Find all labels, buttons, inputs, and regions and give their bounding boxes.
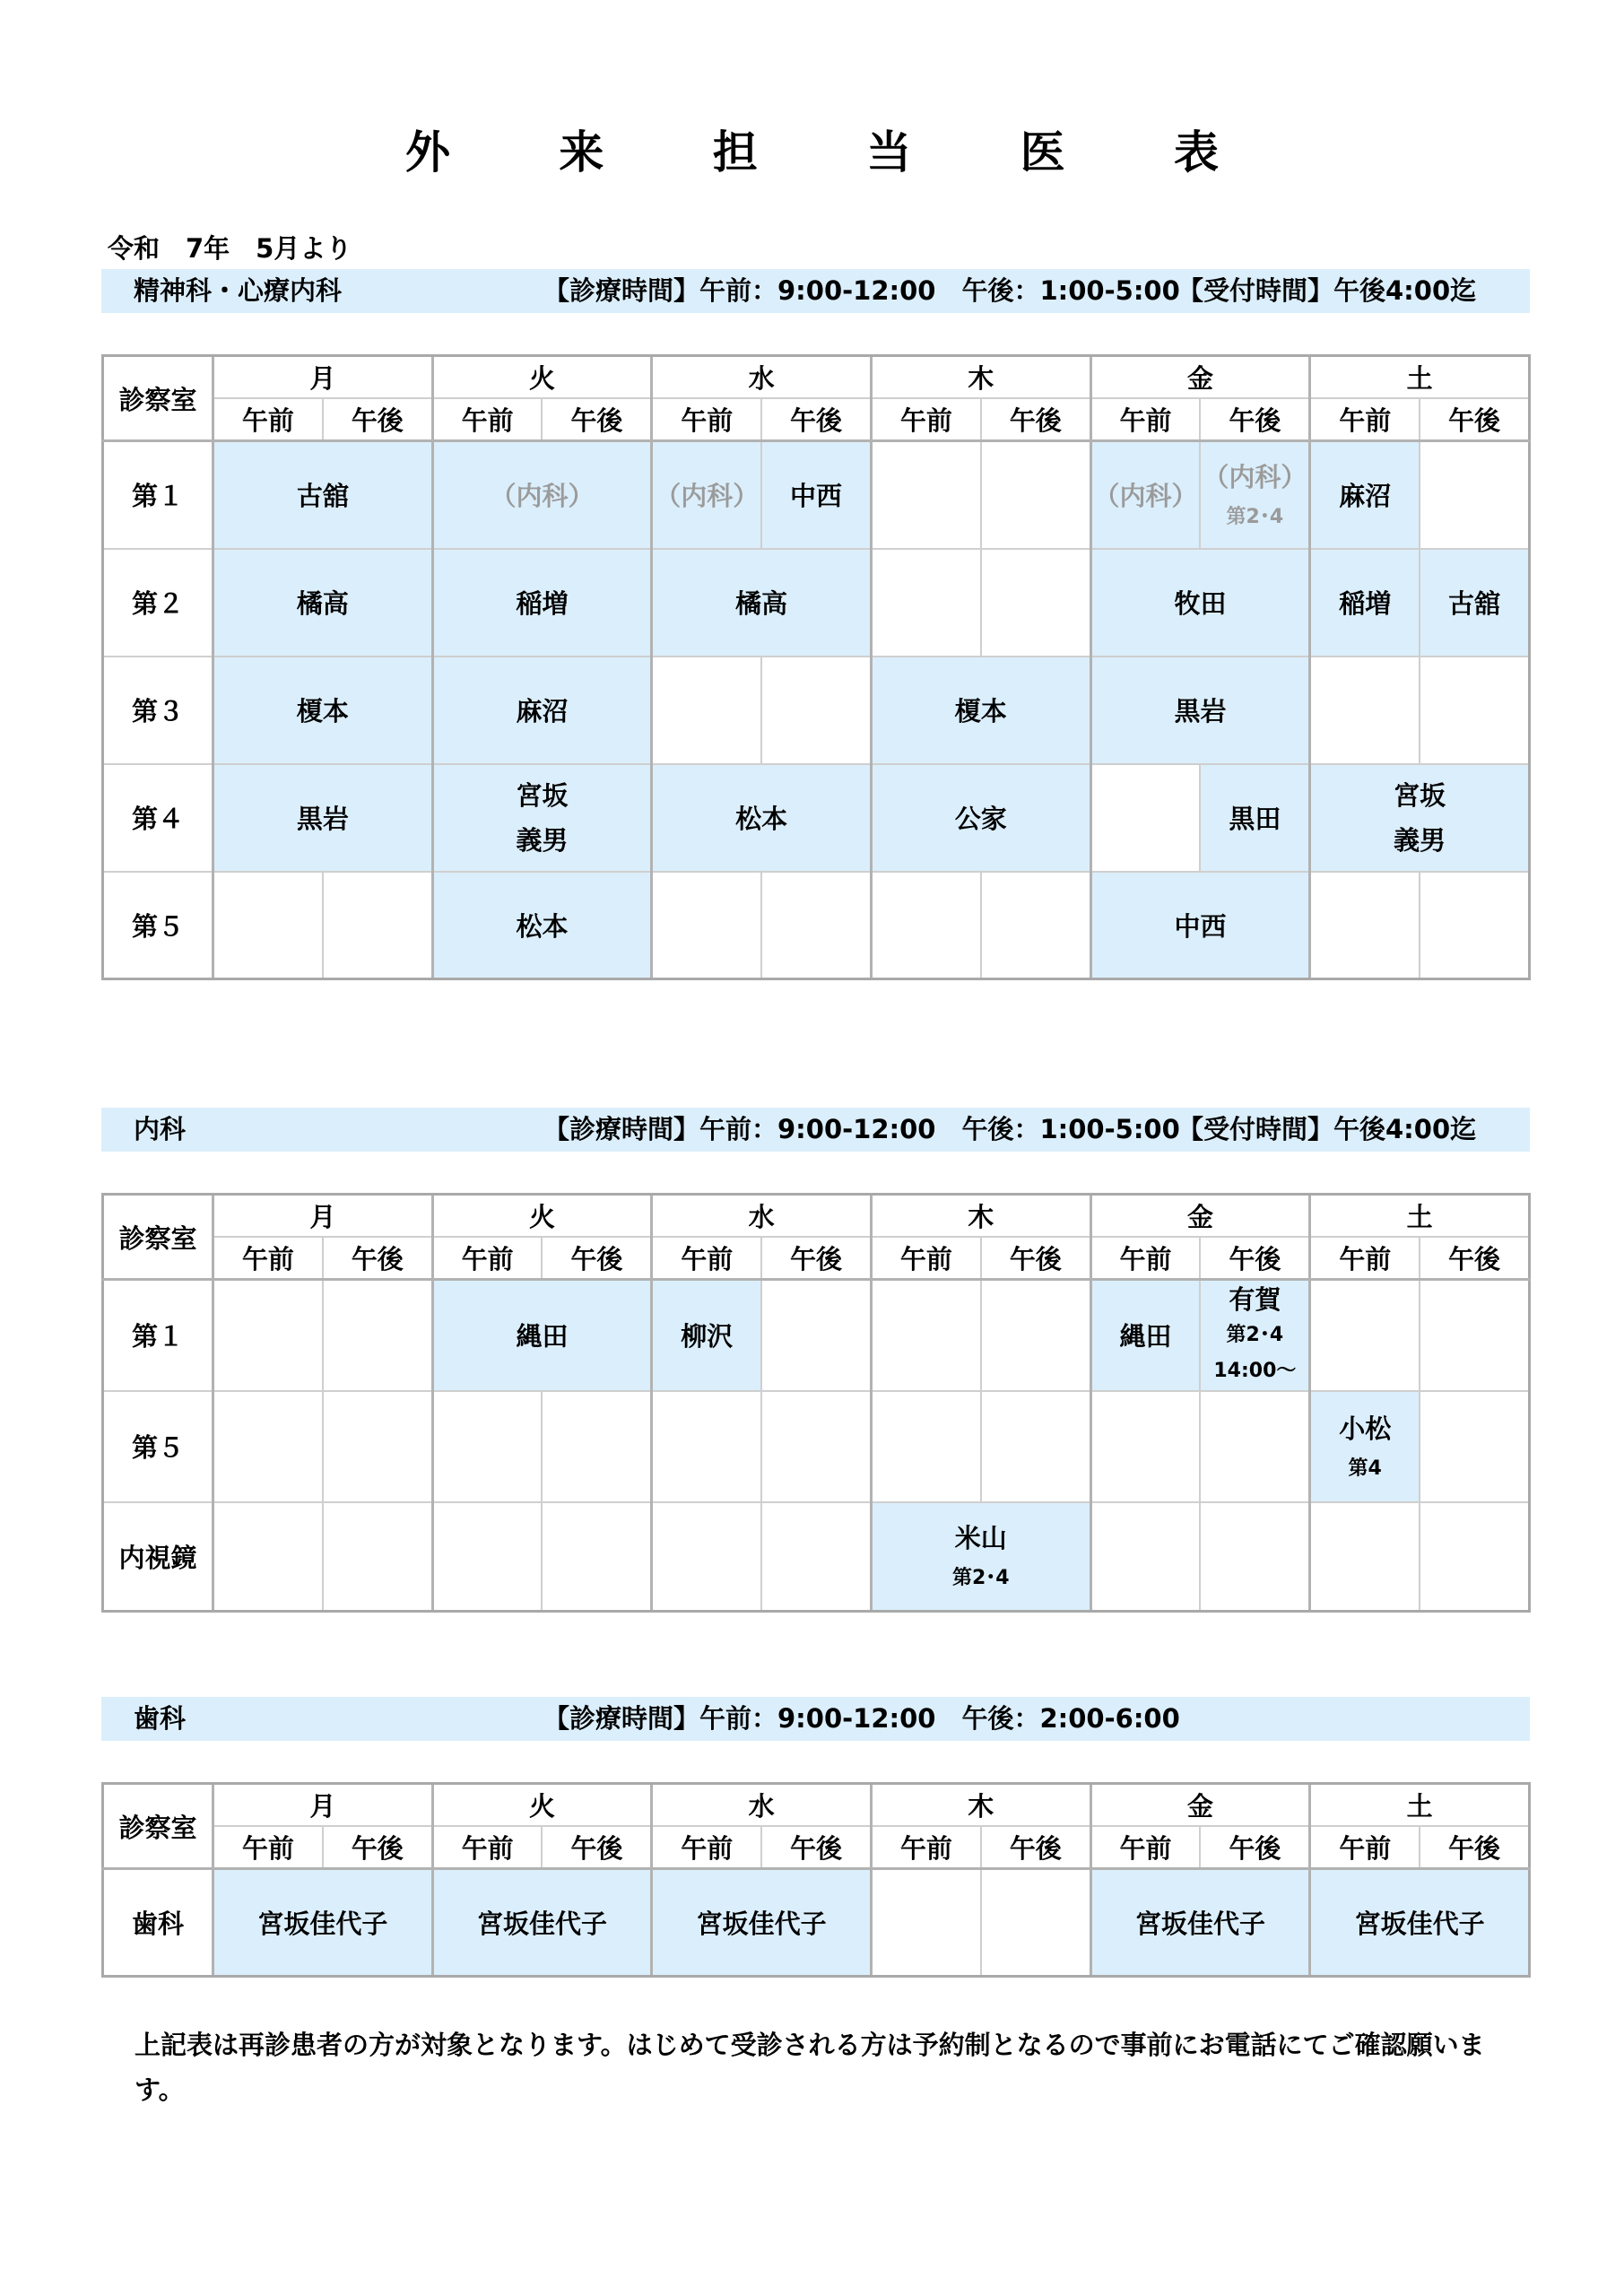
empty-cell <box>871 1391 980 1502</box>
pm-header: 午後 <box>323 1826 432 1869</box>
doctor-cell: 牧田 <box>1090 549 1310 657</box>
empty-cell <box>323 1280 432 1391</box>
section-name: 精神科・心療内科 <box>134 275 343 306</box>
day-header: 木 <box>871 356 1090 398</box>
page-title: 外 来 担 当 医 表 <box>404 126 1266 178</box>
day-header: 土 <box>1310 1195 1530 1237</box>
pm-header: 午後 <box>1420 1826 1529 1869</box>
room-label: 第５ <box>103 1391 213 1502</box>
am-header: 午前 <box>213 1826 323 1869</box>
am-header: 午前 <box>652 1826 761 1869</box>
empty-cell <box>981 872 1090 979</box>
empty-cell <box>652 657 761 764</box>
day-header: 火 <box>432 1784 652 1826</box>
doctor-cell: 公家 <box>871 764 1090 872</box>
empty-cell <box>213 1502 323 1612</box>
pm-header: 午後 <box>1200 1237 1309 1280</box>
empty-cell <box>1310 657 1420 764</box>
empty-cell <box>652 872 761 979</box>
room-label: 第４ <box>103 764 213 872</box>
empty-cell <box>652 1502 761 1612</box>
doctor-cell: 黒岩 <box>213 764 433 872</box>
day-header: 水 <box>652 1195 872 1237</box>
empty-cell <box>542 1391 651 1502</box>
empty-cell <box>1090 1391 1200 1502</box>
day-header: 木 <box>871 1195 1090 1237</box>
empty-cell <box>981 549 1090 657</box>
empty-cell <box>761 1502 871 1612</box>
empty-cell <box>213 872 323 979</box>
am-header: 午前 <box>213 1237 323 1280</box>
week-note: 第2･4 <box>1226 1323 1284 1346</box>
empty-cell <box>1200 1502 1309 1612</box>
doctor-cell: 柳沢 <box>652 1280 761 1391</box>
section-header-psychiatry <box>101 269 1530 313</box>
consultation-hours: 【診療時間】午前：9:00-12:00 午後：1:00-5:00 <box>543 1114 1180 1144</box>
day-header: 月 <box>213 356 433 398</box>
empty-cell <box>1310 1502 1420 1612</box>
doctor-surname: 宮坂 <box>1394 779 1446 811</box>
section-header-internal-medicine <box>101 1108 1530 1152</box>
empty-cell <box>1420 1391 1529 1502</box>
room-header: 診察室 <box>103 1784 213 1869</box>
time-note: 14:00～ <box>1213 1359 1297 1382</box>
pm-header: 午後 <box>761 1237 871 1280</box>
am-header: 午前 <box>432 1237 542 1280</box>
consultation-hours: 【診療時間】午前：9:00-12:00 午後：1:00-5:00 <box>543 275 1180 306</box>
week-note: 第4 <box>1348 1457 1382 1480</box>
consultation-hours: 【診療時間】午前：9:00-12:00 午後：2:00-6:00 <box>543 1703 1180 1734</box>
doctor-cell: 宮坂佳代子 <box>1090 1869 1310 1977</box>
empty-cell <box>761 1391 871 1502</box>
am-header: 午前 <box>1310 398 1420 441</box>
reception-hours: 【受付時間】午後4:00迄 <box>1177 1114 1477 1144</box>
empty-cell <box>1420 657 1529 764</box>
empty-cell <box>1420 1502 1529 1612</box>
room-header: 診察室 <box>103 1195 213 1280</box>
doctor-cell: 中西 <box>1090 872 1310 979</box>
empty-cell <box>761 1280 871 1391</box>
am-header: 午前 <box>871 1826 980 1869</box>
am-header: 午前 <box>652 398 761 441</box>
empty-cell <box>1310 872 1420 979</box>
room-label: 第１ <box>103 441 213 549</box>
day-header: 火 <box>432 1195 652 1237</box>
doctor-cell: 松本 <box>652 764 872 872</box>
empty-cell <box>871 441 980 549</box>
empty-cell <box>323 1502 432 1612</box>
am-header: 午前 <box>1310 1826 1420 1869</box>
empty-cell <box>1420 872 1529 979</box>
doctor-cell <box>871 1502 1090 1612</box>
footer-note: 上記表は再診患者の方が対象となります。はじめて受診される方は予約制となるので事前にお電話にてご確認願います。 <box>135 2030 1485 2105</box>
empty-cell <box>213 1280 323 1391</box>
doctor-cell: 縄田 <box>432 1280 652 1391</box>
dental-schedule-table <box>101 1782 1531 1978</box>
doctor-cell: 麻沼 <box>1310 441 1420 549</box>
room-label: 第２ <box>103 549 213 657</box>
empty-cell <box>323 872 432 979</box>
reception-hours: 【受付時間】午後4:00迄 <box>1177 275 1477 306</box>
psychiatry-schedule-table <box>101 354 1531 980</box>
empty-cell <box>871 1280 980 1391</box>
pm-header: 午後 <box>981 1826 1090 1869</box>
doctor-cell: 黒田 <box>1200 764 1309 872</box>
am-header: 午前 <box>432 398 542 441</box>
doctor-name: （内科） <box>1203 461 1307 492</box>
pm-header: 午後 <box>1200 1826 1309 1869</box>
pm-header: 午後 <box>323 398 432 441</box>
doctor-name: 米山 <box>954 1523 1007 1554</box>
week-note: 第2･4 <box>1226 505 1284 528</box>
day-header: 土 <box>1310 1784 1530 1826</box>
doctor-cell: 橘高 <box>652 549 872 657</box>
doctor-cell: 宮坂佳代子 <box>652 1869 872 1977</box>
room-header: 診察室 <box>103 356 213 441</box>
empty-cell <box>981 441 1090 549</box>
doctor-cell: 稲増 <box>432 549 652 657</box>
doctor-surname: 宮坂 <box>516 779 569 811</box>
doctor-cell <box>1310 764 1530 872</box>
empty-cell <box>1420 1280 1529 1391</box>
empty-cell <box>981 1391 1090 1502</box>
doctor-cell: 宮坂佳代子 <box>432 1869 652 1977</box>
empty-cell <box>432 1502 542 1612</box>
pm-header: 午後 <box>1420 1237 1529 1280</box>
doctor-cell: 古舘 <box>1420 549 1529 657</box>
empty-cell <box>761 872 871 979</box>
day-header: 火 <box>432 356 652 398</box>
room-label: 第３ <box>103 657 213 764</box>
doctor-cell: 松本 <box>432 872 652 979</box>
section-name: 歯科 <box>134 1703 187 1734</box>
day-header: 月 <box>213 1784 433 1826</box>
doctor-cell: 縄田 <box>1090 1280 1200 1391</box>
week-note: 第2･4 <box>951 1567 1010 1590</box>
doctor-cell: （内科） <box>1090 441 1200 549</box>
empty-cell <box>871 549 980 657</box>
empty-cell <box>1420 441 1529 549</box>
doctor-cell: 橘高 <box>213 549 433 657</box>
doctor-cell: 宮坂佳代子 <box>213 1869 433 1977</box>
pm-header: 午後 <box>981 398 1090 441</box>
doctor-cell <box>1310 1391 1420 1502</box>
room-label: 第１ <box>103 1280 213 1391</box>
pm-header: 午後 <box>542 398 651 441</box>
section-header-dental <box>101 1697 1530 1741</box>
section-name: 内科 <box>134 1114 187 1144</box>
am-header: 午前 <box>871 398 980 441</box>
am-header: 午前 <box>1310 1237 1420 1280</box>
empty-cell <box>871 1869 980 1977</box>
pm-header: 午後 <box>1200 398 1309 441</box>
day-header: 金 <box>1090 1195 1310 1237</box>
empty-cell <box>213 1391 323 1502</box>
am-header: 午前 <box>1090 1826 1200 1869</box>
am-header: 午前 <box>1090 398 1200 441</box>
empty-cell <box>1310 1280 1420 1391</box>
doctor-cell: （内科） <box>432 441 652 549</box>
doctor-cell: 稲増 <box>1310 549 1420 657</box>
empty-cell <box>981 1280 1090 1391</box>
doctor-name: 有賀 <box>1229 1283 1281 1315</box>
room-label: 第５ <box>103 872 213 979</box>
day-header: 水 <box>652 356 872 398</box>
doctor-name: 小松 <box>1339 1413 1392 1444</box>
pm-header: 午後 <box>1420 398 1529 441</box>
pm-header: 午後 <box>323 1237 432 1280</box>
day-header: 水 <box>652 1784 872 1826</box>
doctor-given-name: 義男 <box>516 824 569 856</box>
am-header: 午前 <box>213 398 323 441</box>
doctor-cell: 榎本 <box>213 657 433 764</box>
doctor-cell: 黒岩 <box>1090 657 1310 764</box>
pm-header: 午後 <box>981 1237 1090 1280</box>
empty-cell <box>871 872 980 979</box>
room-label: 内視鏡 <box>103 1502 213 1612</box>
day-header: 土 <box>1310 356 1530 398</box>
empty-cell <box>542 1502 651 1612</box>
empty-cell <box>1090 764 1200 872</box>
empty-cell <box>981 1869 1090 1977</box>
effective-date: 令和 7年 5月より <box>108 233 352 264</box>
day-header: 木 <box>871 1784 1090 1826</box>
doctor-cell: 古舘 <box>213 441 433 549</box>
room-label: 歯科 <box>103 1869 213 1977</box>
doctor-cell <box>1200 441 1309 549</box>
doctor-cell <box>432 764 652 872</box>
empty-cell <box>323 1391 432 1502</box>
day-header: 金 <box>1090 356 1310 398</box>
internal-medicine-schedule-table <box>101 1193 1531 1613</box>
doctor-given-name: 義男 <box>1394 824 1446 856</box>
empty-cell <box>652 1391 761 1502</box>
am-header: 午前 <box>432 1826 542 1869</box>
day-header: 月 <box>213 1195 433 1237</box>
empty-cell <box>1090 1502 1200 1612</box>
am-header: 午前 <box>871 1237 980 1280</box>
empty-cell <box>432 1391 542 1502</box>
doctor-cell: 榎本 <box>871 657 1090 764</box>
empty-cell <box>761 657 871 764</box>
am-header: 午前 <box>1090 1237 1200 1280</box>
pm-header: 午後 <box>542 1826 651 1869</box>
doctor-cell <box>1200 1280 1309 1391</box>
doctor-cell: 中西 <box>761 441 871 549</box>
doctor-cell: 宮坂佳代子 <box>1310 1869 1530 1977</box>
doctor-cell: （内科） <box>652 441 761 549</box>
pm-header: 午後 <box>761 398 871 441</box>
empty-cell <box>1200 1391 1309 1502</box>
day-header: 金 <box>1090 1784 1310 1826</box>
pm-header: 午後 <box>542 1237 651 1280</box>
pm-header: 午後 <box>761 1826 871 1869</box>
doctor-cell: 麻沼 <box>432 657 652 764</box>
am-header: 午前 <box>652 1237 761 1280</box>
